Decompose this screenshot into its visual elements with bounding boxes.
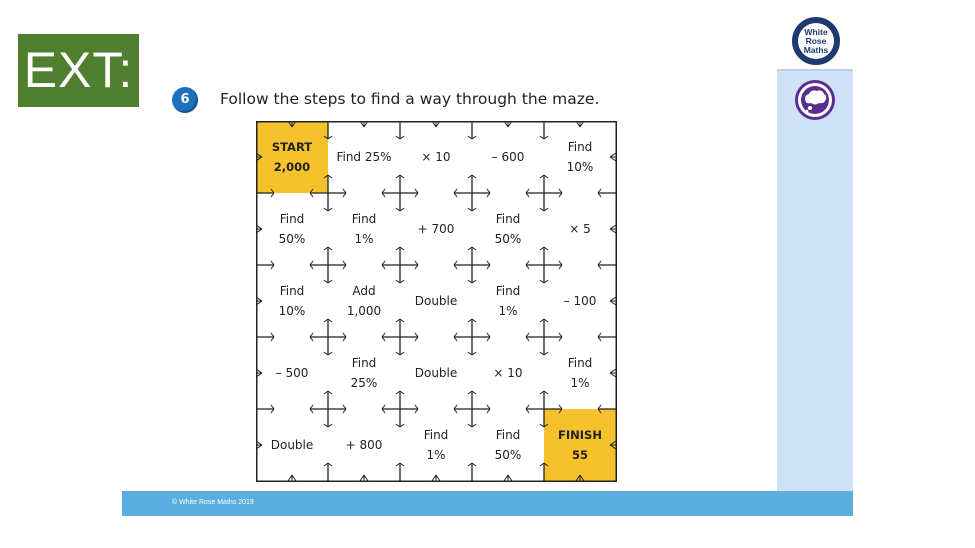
maze-cell-line1: START — [271, 140, 313, 154]
logo-text-line3: Maths — [803, 44, 829, 55]
maze-cell-line1: Find — [279, 284, 305, 298]
footer-copyright: © White Rose Maths 2019 — [172, 499, 254, 506]
side-panel — [777, 0, 853, 491]
question-text: Follow the steps to find a way through the maze. — [220, 90, 600, 108]
maze-cell-line1: Find — [279, 212, 305, 226]
maze-cell-line1: Find — [351, 212, 377, 226]
maze-cell-line1: + 800 — [345, 438, 383, 452]
maze-cell-line1: Find — [423, 428, 449, 442]
maze-cell-line1: – 500 — [275, 366, 309, 380]
maze-cell-line1: Find — [567, 356, 593, 370]
maze-cell-line2: 1% — [570, 376, 590, 390]
maze-cell-line1: × 10 — [421, 150, 451, 164]
maze-cell-line2: 50% — [278, 232, 306, 246]
maze-cell-line2: 10% — [278, 304, 306, 318]
question-number-badge: 6 — [172, 87, 198, 113]
maze-cell-line1: FINISH — [558, 428, 602, 442]
maze-cell-line1: Find — [351, 356, 377, 370]
maze-cell-line1: + 700 — [417, 222, 455, 236]
maze-cell-line2: 1% — [498, 304, 518, 318]
maze-cell-line1: Double — [414, 294, 458, 308]
maze-lines — [256, 121, 618, 483]
maze-cell-line2: 1% — [426, 448, 446, 462]
maze-cell-line1: Add — [352, 284, 376, 298]
maze-cell-line1: Double — [414, 366, 458, 380]
maze-cell-line1: – 100 — [563, 294, 597, 308]
maze-cell-line1: Find — [567, 140, 593, 154]
maze-cell-line2: 1% — [354, 232, 374, 246]
white-rose-maths-logo-icon — [792, 17, 840, 65]
maze-cell-line2: 50% — [494, 448, 522, 462]
logo-text-line2: Rose — [805, 35, 827, 46]
maze-cell-line1: Find — [495, 212, 521, 226]
maze-cell-line2: 55 — [571, 448, 588, 462]
logo-inner — [798, 23, 834, 59]
ext-label: EXT: — [18, 34, 139, 107]
maze-grid — [256, 121, 616, 481]
maze-cell-line2: 1,000 — [346, 304, 382, 318]
maze-cell-line1: – 600 — [491, 150, 525, 164]
maze-cell-line1: Find — [495, 428, 521, 442]
maze-cell-line1: Double — [270, 438, 314, 452]
maze-cell-line2: 2,000 — [273, 160, 311, 174]
logo-text-line1: White — [804, 26, 828, 37]
maze-cell-line2: 50% — [494, 232, 522, 246]
maze-cell-line2: 25% — [350, 376, 378, 390]
maze-cell-line1: Find 25% — [336, 150, 392, 164]
maze-cell-line1: × 10 — [493, 366, 523, 380]
maze-cell-line1: Find — [495, 284, 521, 298]
thinking-cloud-icon — [795, 80, 835, 120]
maze-cell-line1: × 5 — [569, 222, 591, 236]
maze-cell-line2: 10% — [566, 160, 594, 174]
